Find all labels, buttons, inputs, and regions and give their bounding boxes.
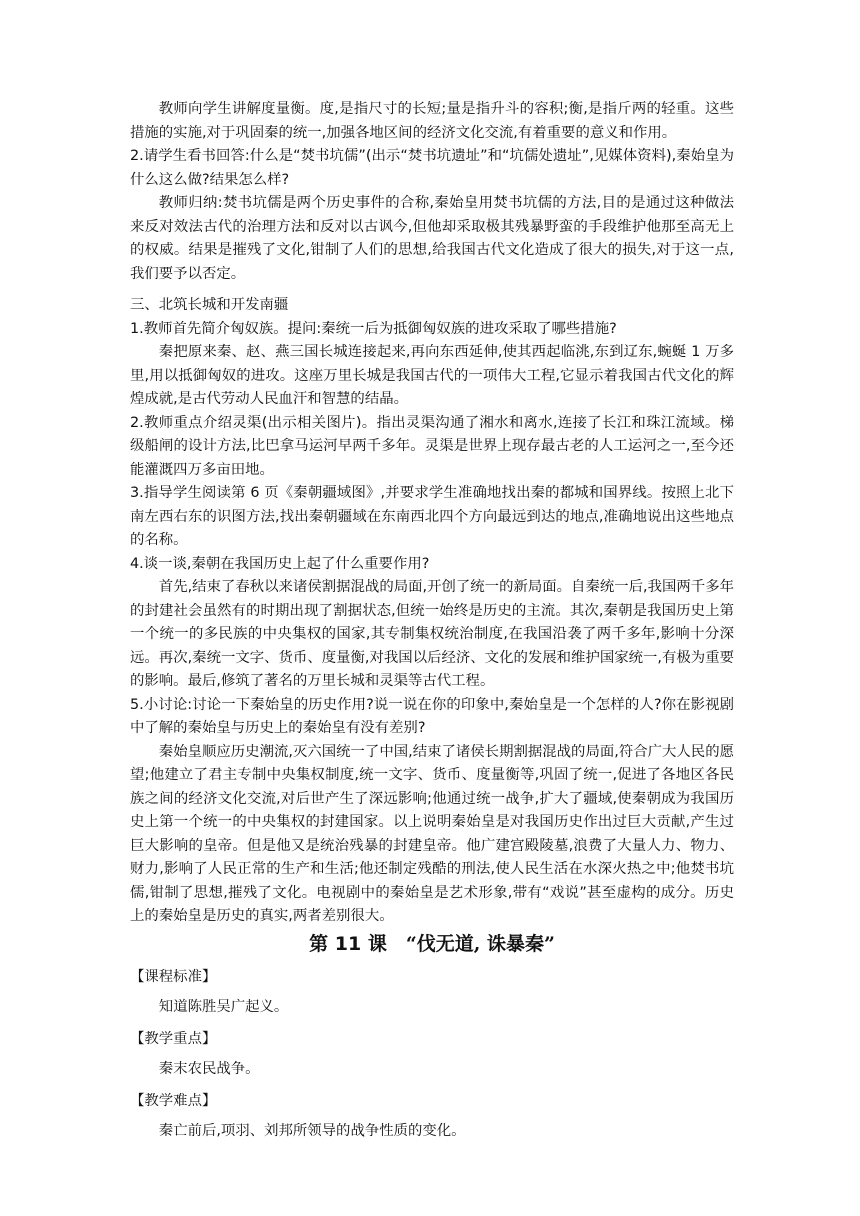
paragraph-measures: 教师向学生讲解度量衡。度,是指尺寸的长短;量是指升斗的容积;衡,是指斤两的轻重。这些措施的实施,对于巩固秦的统一,加强各地区间的经济文化交流,有着重要的意义和作用。 <box>130 101 734 141</box>
teaching-difficulty-heading: 【教学难点】 <box>130 1092 217 1109</box>
question-burning-books: 2.请学生看书回答:什么是“焚书坑儒”(出示“焚书坑遗址”和“坑儒处遗址”,见媒体资料),秦始皇为什么这么做?结果怎么样? <box>130 148 734 188</box>
document-content <box>130 98 734 1151</box>
lesson-title <box>130 929 734 959</box>
curriculum-standard-section <box>130 965 734 1019</box>
paragraph-lingqu: 2.教师重点介绍灵渠(出示相关图片)。指出灵渠沟通了湘水和离水,连接了长江和珠江流域。梯级船闸的设计方法,比巴拿马运河早两千多年。灵渠是世界上现存最古老的人工运河之一,至今还能灌溉四万多亩田地。 <box>130 414 734 478</box>
paragraph-map-reading: 3.指导学生阅读第 6 页《秦朝疆域图》,并要求学生准确地找出秦的都城和国界线。按照上北下南左西右东的识图方法,找出秦朝疆域在东南西北四个方向最远到达的地点,准确地说出这些地点的名称。 <box>130 485 734 548</box>
curriculum-standard-text: 知道陈胜吴广起义。 <box>158 998 289 1015</box>
paragraph-qin-shihuang-evaluation: 秦始皇顺应历史潮流,灭六国统一了中国,结束了诸侯长期割据混战的局面,符合广大人民的愿望;他建立了君主专制中央集权制度,统一文字、货币、度量衡等,巩固了统一,促进了各地区各民族之间的经济文化交流,对后世产生了深远影响;他通过统一战争,扩大了疆域,使秦朝成为我国历史上第一个统一的中央集权的封建国家。以上说明秦始皇是对我国历史作出过巨大贡献,产生过巨大影响的皇帝。但是他又是统治残暴的封建皇帝。他广建宫殿陵墓,浪费了大量人力、物力、财力,影响了人民正常的生产和生活;他还制定残酷的刑法,使人民生活在水深火热之中;他焚书坑儒,钳制了思想,摧残了文化。电视剧中的秦始皇是艺术形象,带有“戏说”甚至虚构的成分。历史上的秦始皇是历史的真实,两者差别很大。 <box>130 743 734 924</box>
teaching-difficulty-section <box>130 1089 734 1143</box>
question-discussion: 5.小讨论:讨论一下秦始皇的历史作用?说一说在你的印象中,秦始皇是一个怎样的人?你在影视剧中了解的秦始皇与历史上的秦始皇有没有差别? <box>130 696 734 736</box>
lesson-title-text: 课 “伐无道, 诛暴秦” <box>367 932 555 955</box>
paragraph-qin-role-answer: 首先,结束了春秋以来诸侯割据混战的局面,开创了统一的新局面。自秦统一后,我国两千多年的封建社会虽然有的时期出现了割据状态,但统一始终是历史的主流。其次,秦朝是我国历史上第一个统一的多民族的中央集权的国家,其专制集权统治制度,在我国沿袭了两千多年,影响十分深远。再次,秦统一文字、货币、度量衡,对我国以后经济、文化的发展和维护国家统一,有极为重要的影响。最后,修筑了著名的万里长城和灵渠等古代工程。 <box>130 579 734 689</box>
curriculum-standard-heading: 【课程标准】 <box>130 968 217 985</box>
teaching-difficulty-text: 秦亡前后,项羽、刘邦所领导的战争性质的变化。 <box>158 1122 466 1139</box>
question-xiongnu: 1.教师首先简介匈奴族。提问:秦统一后为抵御匈奴族的进攻采取了哪些措施? <box>130 320 617 337</box>
lesson-title-prefix: 第 <box>309 932 329 955</box>
paragraph-great-wall: 秦把原来秦、赵、燕三国长城连接起来,再向东西延伸,使其西起临洮,东到辽东,蜿蜒 1 万多里,用以抵御匈奴的进攻。这座万里长城是我国古代的一项伟大工程,它显示着我国古代文化的辉煌成就,是古代劳动人民血汗和智慧的结晶。 <box>130 344 734 407</box>
lesson-number: 11 <box>334 932 362 955</box>
teaching-focus-section <box>130 1027 734 1081</box>
paragraph-teacher-summary: 教师归纳:焚书坑儒是两个历史事件的合称,秦始皇用焚书坑儒的方法,目的是通过这种做法来反对效法古代的治理方法和反对以古讽今,但他却采取极其残暴野蛮的手段维护他那至高无上的权威。结果是摧残了文化,钳制了人们的思想,给我国古代文化造成了很大的损失,对于这一点,我们要予以否定。 <box>130 195 734 282</box>
teaching-focus-heading: 【教学重点】 <box>130 1030 217 1047</box>
question-qin-role: 4.谈一谈,秦朝在我国历史上起了什么重要作用? <box>130 555 430 572</box>
teaching-focus-text: 秦末农民战争。 <box>158 1060 260 1077</box>
section-heading-great-wall: 三、北筑长城和开发南疆 <box>130 297 289 313</box>
